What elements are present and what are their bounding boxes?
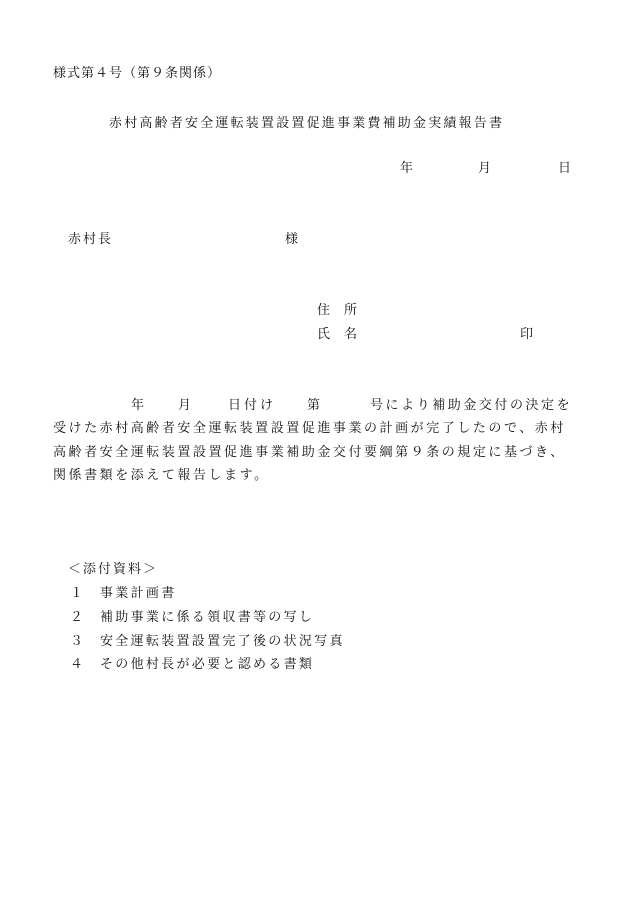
body-number-prefix: 第 [307,398,321,413]
document-title: 赤村高齢者安全運転装置設置促進事業費補助金実績報告書 [109,116,505,131]
date-day-label: 日 [558,161,572,176]
addressee-honorific: 様 [285,232,299,247]
body-year-label: 年 [131,398,145,413]
attachment-item: 補助事業に係る領収書等の写し [100,610,315,625]
date-month-label: 月 [478,161,492,176]
body-month-label: 月 [178,398,192,413]
form-number: 様式第４号（第９条関係） [53,66,222,81]
attachment-item: 事業計画書 [100,586,177,601]
attachment-number: ４ [70,657,84,672]
attachment-item: 安全運転装置設置完了後の状況写真 [100,634,345,649]
addressee-name: 赤村長 [68,232,114,247]
body-line-3: 高齢者安全運転装置設置促進事業補助金交付要綱第９条の規定に基づき、 [53,445,566,460]
date-year-label: 年 [400,161,414,176]
seal-mark: 印 [520,327,534,342]
body-line1-text: 号により補助金交付の決定を [370,398,573,413]
attachment-number: ２ [70,610,84,625]
attachment-number: １ [70,586,84,601]
name-label: 氏名 [317,327,372,342]
body-line-2: 受けた赤村高齢者安全運転装置設置促進事業の計画が完了したので、赤村 [53,421,566,436]
attachment-number: ３ [70,634,84,649]
body-dated-label: 日付け [228,398,277,413]
attachment-item: その他村長が必要と認める書類 [100,657,315,672]
address-label: 住所 [317,303,372,318]
body-line-4: 関係書類を添えて報告します。 [53,468,270,483]
attachments-heading: ＜添付資料＞ [68,562,159,577]
